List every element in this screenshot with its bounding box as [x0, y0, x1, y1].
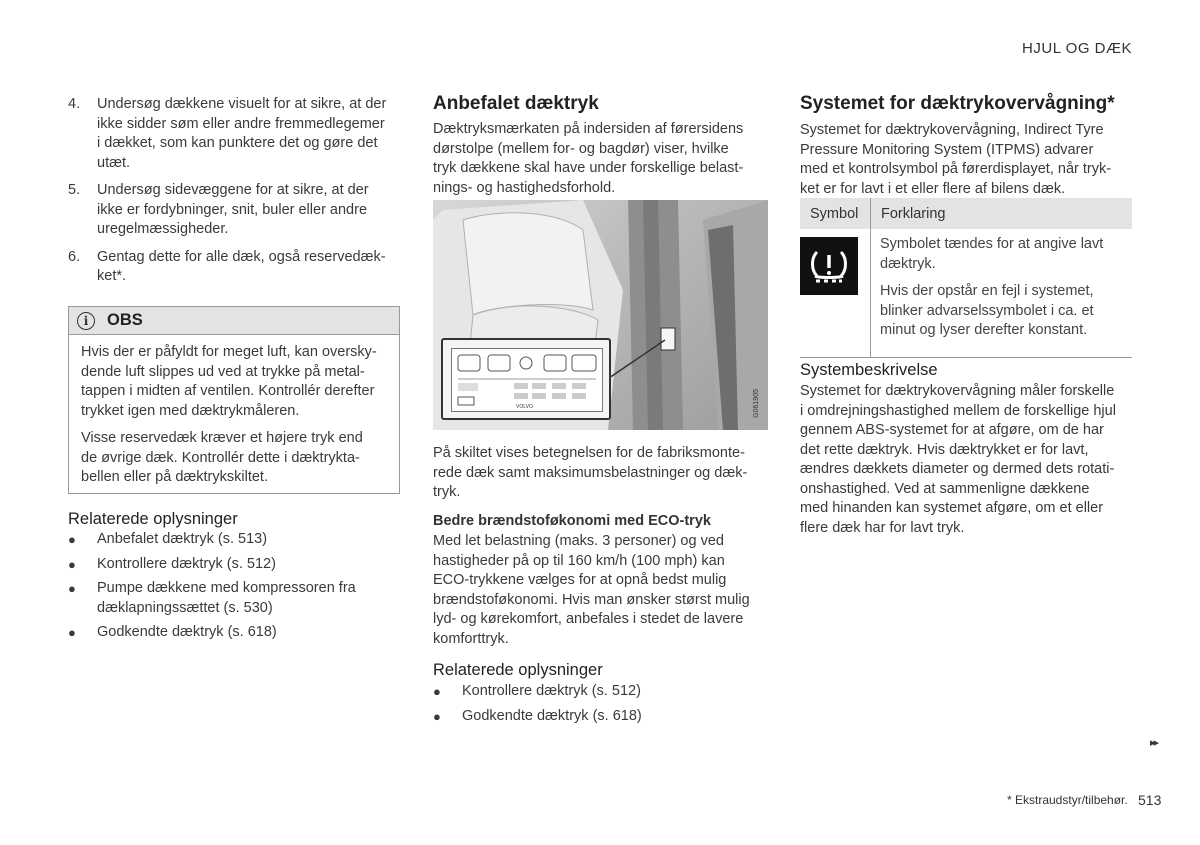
table-header-symbol: Symbol — [800, 198, 871, 229]
related-link[interactable] — [433, 682, 768, 702]
related-info-list — [68, 530, 400, 648]
related-info-heading: Relaterede oplysninger — [68, 510, 238, 528]
image-caption: På skiltet vises betegnelsen for de fabriksmonte- rede dæk samt maksimumsbelastninger og dæk- tryk. — [433, 445, 748, 500]
sticker-brand: VOLVO — [516, 404, 533, 410]
obs-note-body — [69, 335, 399, 488]
step-number: 5. — [68, 182, 81, 198]
symbol-cell — [800, 229, 871, 357]
step-text: Undersøg sidevæggene for at sikre, at der ikke er fordybninger, snit, buler eller andre uregelmæssigheder. — [97, 182, 369, 237]
bullet: ● — [68, 625, 76, 640]
related-link[interactable] — [68, 555, 400, 575]
related-link-text: Pumpe dækkene med kompressoren fra dæklapningssættet (s. 530) — [97, 580, 356, 616]
obs-note-header — [69, 307, 399, 335]
related-link[interactable] — [68, 530, 400, 550]
eco-heading: Bedre brændstoføkonomi med ECO-tryk — [433, 513, 711, 529]
step-text: Gentag dette for alle dæk, også reservedæk- ket*. — [97, 248, 386, 284]
related-link-text: Kontrollere dæktryk (s. 512) — [462, 683, 641, 699]
step-number: 6. — [68, 248, 81, 265]
related-link-text: Kontrollere dæktryk (s. 512) — [97, 555, 276, 572]
next-page-arrows-icon: ▸▸ — [1150, 737, 1158, 749]
table-header-explanation: Forklaring — [871, 198, 1133, 229]
sticker-pictograms — [452, 349, 602, 411]
list-item — [68, 248, 400, 287]
page-number: 513 — [1138, 792, 1162, 808]
list-item — [68, 95, 400, 173]
tire-label-closeup — [441, 338, 611, 420]
tpms-intro: Systemet for dæktrykovervågning, Indirect Tyre Pressure Monitoring System (ITPMS) advarer med et kontrolsymbol på førerdisplayet, når tryk- ket er for lavt i et eller flere af bilens dæk. — [800, 122, 1112, 197]
related-info-heading: Relaterede oplysninger — [433, 661, 603, 679]
symbol-table — [800, 198, 1132, 358]
bullet: ● — [433, 684, 441, 699]
list-item — [68, 181, 400, 240]
related-info-list — [433, 682, 768, 731]
tpms-heading: Systemet for dæktrykovervågning* — [800, 93, 1115, 114]
obs-paragraph: Visse reservedæk kræver et højere tryk end de øvrige dæk. Kontrollér dette i dæktrykta- bellen eller på dæktrykskiltet. — [81, 430, 363, 485]
section-title: HJUL OG DÆK — [1022, 40, 1132, 57]
related-link-text: Anbefalet dæktryk (s. 513) — [97, 531, 268, 547]
explanation-text: Hvis der opstår en fejl i systemet, blinker advarselssymbolet i ca. et minut og lyser derefter konstant. — [880, 283, 1094, 338]
image-code: G061905 — [753, 389, 760, 418]
obs-paragraph: Hvis der er påfyldt for meget luft, kan oversky- dende luft slippes ud ved at trykke på metal- tappen i midten af ventilen. Kontrollér derefter trykket igen med dæktrykmåleren. — [81, 344, 377, 419]
recommended-pressure-heading: Anbefalet dæktryk — [433, 93, 599, 114]
bullet: ● — [68, 581, 76, 596]
tire-pressure-warning-icon — [800, 237, 858, 295]
obs-note-box — [68, 306, 400, 494]
tire-pressure-warning-glyph — [806, 243, 852, 289]
related-link[interactable] — [68, 623, 400, 643]
related-link-text: Godkendte dæktryk (s. 618) — [462, 707, 642, 724]
bullet: ● — [68, 556, 76, 572]
door-pillar-photo — [433, 200, 768, 430]
inspection-steps-list — [68, 95, 400, 295]
step-number: 4. — [68, 96, 81, 112]
explanation-cell — [871, 229, 1133, 357]
info-icon: i — [77, 312, 95, 330]
bullet: ● — [68, 532, 76, 547]
footnote: * Ekstraudstyr/tilbehør. — [1007, 793, 1128, 807]
bullet: ● — [433, 708, 441, 724]
system-description-heading: Systembeskrivelse — [800, 361, 938, 379]
explanation-text: Symbolet tændes for at angive lavt dæktryk. — [880, 236, 1104, 272]
eco-text: Med let belastning (maks. 3 personer) og ved hastigheder på op til 160 km/h (100 mph) kan ECO-trykkene vælges for at opnå bedst mulig brændstoføkonomi. Hvis man ønsker størst mulig lyd- og kørekomfort, anbefales i stedet de lavere komforttryk. — [433, 533, 750, 647]
recommended-pressure-intro: Dæktryksmærkaten på indersiden af førersidens dørstolpe (mellem for- og bagdør) viser, hvilke tryk dækkene skal have under forskellige belast- nings- og hastighedsforhold. — [433, 121, 744, 196]
system-description-text: Systemet for dæktrykovervågning måler forskelle i omdrejningshastighed mellem de forskellige hjul gennem ABS-systemet for at afgøre, om de har det rette dæktryk. Hvis dæktrykket er for lavt, ændres dækkets diameter og dermed dets rotati- onshastighed. Ved at sammenligne dækkene med hinanden kan systemet afgøre, om et eller flere dæk har for lavt tryk. — [800, 383, 1116, 536]
related-link[interactable] — [433, 707, 768, 727]
table-row — [800, 229, 1132, 357]
step-text: Undersøg dækkene visuelt for at sikre, at der ikke sidder søm eller andre fremmedlegemer i dækket, som kan punktere det og gøre det utæt. — [97, 96, 387, 171]
obs-label: OBS — [107, 311, 143, 329]
tire-pressure-sticker — [451, 348, 603, 412]
related-link-text: Godkendte dæktryk (s. 618) — [97, 624, 277, 640]
related-link[interactable] — [68, 579, 400, 618]
